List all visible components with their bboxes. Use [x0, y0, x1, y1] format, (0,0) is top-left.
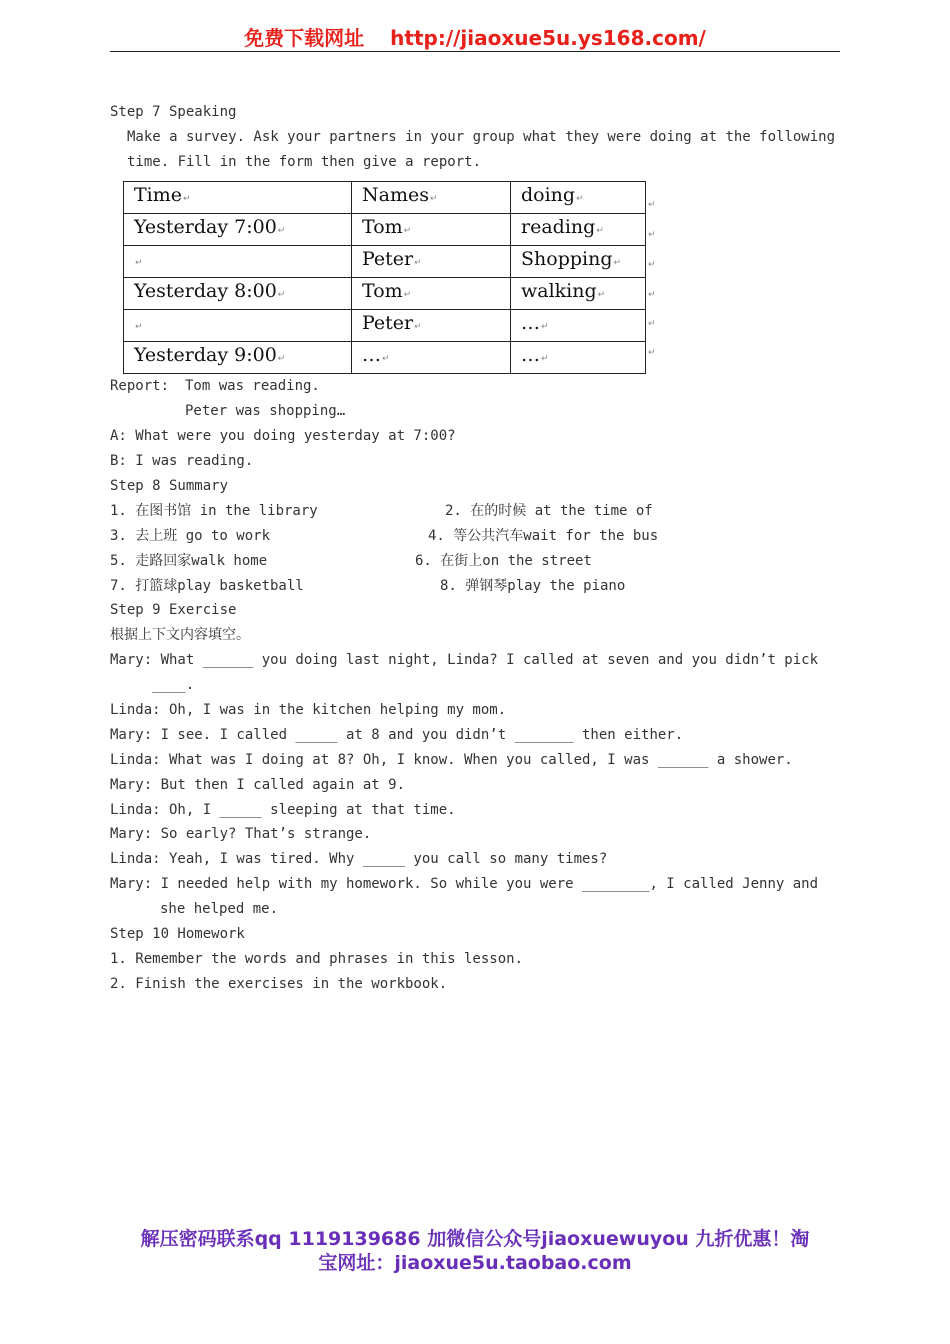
table-cell: walking↵: [511, 278, 646, 310]
table-row: [124, 214, 646, 246]
exercise-line: ____.: [152, 677, 195, 693]
step7-title: Step 7 Speaking: [110, 104, 237, 120]
return-mark-icon: ↵: [414, 322, 422, 332]
table-row: [124, 246, 646, 278]
table-cell: Peter↵: [352, 246, 511, 278]
step10-title: Step 10 Homework: [110, 926, 245, 942]
table-header-cell: doing↵: [511, 182, 646, 214]
report-line1: Tom was reading.: [185, 378, 320, 394]
summary-item: 7. 打篮球play basketball: [110, 578, 304, 594]
return-mark-icon: ↵: [541, 354, 549, 364]
step9-title: Step 9 Exercise: [110, 602, 237, 618]
return-mark-icon: ↵: [382, 354, 390, 364]
return-mark-icon: ↵: [277, 226, 286, 236]
header-site-url[interactable]: http://jiaoxue5u.ys168.com/: [390, 26, 706, 50]
footer-line2: 宝网址：jiaoxue5u.taobao.com: [318, 1252, 632, 1274]
table-cell: [124, 310, 352, 342]
return-mark-icon: ↵: [596, 226, 604, 236]
table-cell: …↵: [511, 310, 646, 342]
header-site-label: 免费下载网址: [244, 26, 365, 50]
return-mark-icon: ↵: [135, 258, 143, 268]
return-mark-icon: ↵: [403, 290, 412, 300]
summary-item: 8. 弹钢琴play the piano: [440, 578, 626, 594]
table-row: [124, 278, 646, 310]
exercise-line: Mary: So early? That’s strange.: [110, 826, 372, 842]
exercise-line: she helped me.: [160, 901, 279, 917]
table-cell: Yesterday 9:00↵: [124, 342, 352, 374]
step8-title: Step 8 Summary: [110, 478, 229, 494]
exercise-line: Linda: Oh, I _____ sleeping at that time.: [110, 802, 456, 818]
table-cell: reading↵: [511, 214, 646, 246]
header-divider: [110, 51, 840, 52]
return-mark-icon: ↵: [277, 290, 286, 300]
table-cell: [124, 246, 352, 278]
summary-item: 2. 在的时候 at the time of: [445, 503, 653, 519]
table-cell: Tom↵: [352, 278, 511, 310]
page-header: [0, 22, 950, 51]
exercise-line: Mary: What ______ you doing last night, Linda? I called at seven and you didn’t pick: [110, 652, 819, 668]
footer-line1: 解压密码联系qq 1119139686 加微信公众号jiaoxuewuyou 九折优惠！淘: [140, 1228, 810, 1250]
exercise-line: Mary: I see. I called _____ at 8 and you didn’t _______ then either.: [110, 727, 684, 743]
return-mark-icon: ↵: [576, 194, 584, 204]
exercise-line: Mary: But then I called again at 9.: [110, 777, 406, 793]
return-mark-icon: ↵: [414, 258, 422, 268]
row-end-mark-icon: ↵: [648, 319, 656, 329]
survey-table: [123, 181, 646, 374]
page-footer: [0, 1227, 950, 1275]
return-mark-icon: ↵: [135, 322, 143, 332]
report-line2: Peter was shopping…: [185, 403, 346, 419]
row-end-mark-icon: ↵: [648, 260, 656, 270]
row-end-mark-icon: ↵: [648, 348, 656, 358]
summary-item: 3. 去上班 go to work: [110, 528, 271, 544]
table-row: [124, 342, 646, 374]
exercise-line: Linda: Oh, I was in the kitchen helping my mom.: [110, 702, 507, 718]
table-row: [124, 310, 646, 342]
exercise-line: Mary: I needed help with my homework. So while you were ________, I called Jenny and: [110, 876, 819, 892]
summary-item: 1. 在图书馆 in the library: [110, 503, 318, 519]
step7-instruction-line2: time. Fill in the form then give a report.: [127, 154, 482, 170]
homework-item: 2. Finish the exercises in the workbook.: [110, 976, 448, 992]
return-mark-icon: ↵: [277, 354, 286, 364]
row-end-mark-icon: ↵: [648, 230, 656, 240]
summary-item: 4. 等公共汽车wait for the bus: [428, 528, 659, 544]
table-header-cell: Names↵: [352, 182, 511, 214]
exercise-line: Linda: Yeah, I was tired. Why _____ you call so many times?: [110, 851, 608, 867]
step9-instruction: 根据上下文内容填空。: [110, 627, 250, 643]
dialog-a: A: What were you doing yesterday at 7:00?: [110, 428, 456, 444]
return-mark-icon: ↵: [183, 194, 191, 204]
dialog-b: B: I was reading.: [110, 453, 254, 469]
return-mark-icon: ↵: [403, 226, 412, 236]
table-cell: Tom↵: [352, 214, 511, 246]
table-cell: …↵: [511, 342, 646, 374]
return-mark-icon: ↵: [541, 322, 549, 332]
summary-item: 5. 走路回家walk home: [110, 553, 268, 569]
return-mark-icon: ↵: [613, 258, 622, 268]
table-header-cell: Time↵: [124, 182, 352, 214]
table-cell: Yesterday 7:00↵: [124, 214, 352, 246]
row-end-mark-icon: ↵: [648, 290, 656, 300]
summary-item: 6. 在街上on the street: [415, 553, 592, 569]
table-cell: …↵: [352, 342, 511, 374]
report-label: Report:: [110, 378, 170, 394]
table-cell: Peter↵: [352, 310, 511, 342]
table-cell: Yesterday 8:00↵: [124, 278, 352, 310]
exercise-line: Linda: What was I doing at 8? Oh, I know. When you called, I was ______ a shower.: [110, 752, 793, 768]
return-mark-icon: ↵: [597, 290, 606, 300]
table-cell: Shopping↵: [511, 246, 646, 278]
table-header-row: [124, 182, 646, 214]
return-mark-icon: ↵: [429, 194, 438, 204]
homework-item: 1. Remember the words and phrases in this lesson.: [110, 951, 524, 967]
step7-instruction-line1: Make a survey. Ask your partners in your group what they were doing at the following: [127, 129, 836, 145]
row-end-mark-icon: ↵: [648, 200, 656, 210]
